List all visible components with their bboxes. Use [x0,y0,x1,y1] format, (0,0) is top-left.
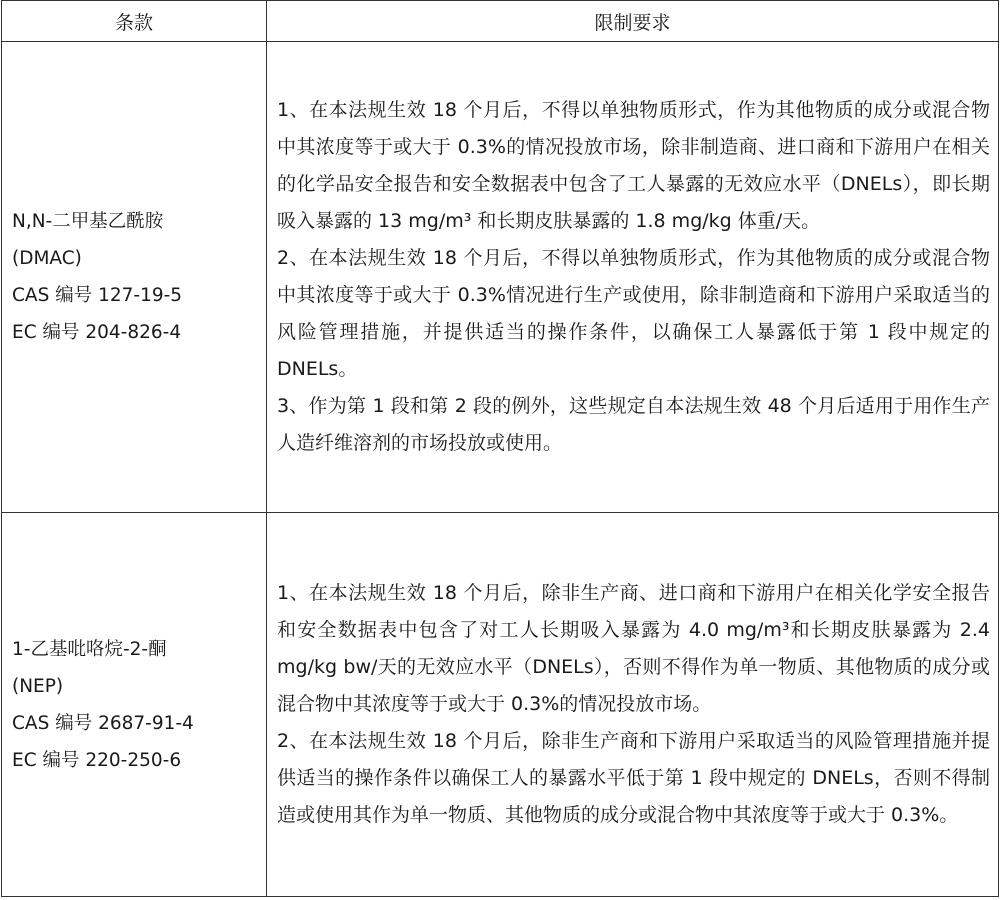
cas-number: CAS 编号 2687-91-4 [12,712,194,734]
ec-number: EC 编号 220-250-6 [12,749,182,771]
table-header-row [2,1,999,42]
substance-abbreviation: (DMAC) [12,248,82,270]
requirement-cell-nep [267,513,999,897]
table-row [2,42,999,513]
clause-cell-dmac [2,42,267,513]
header-requirement: 限制要求 [267,1,999,42]
requirement-paragraph: 1、在本法规生效 18 个月后，不得以单独物质形式，作为其他物质的成分或混合物中其浓度等于或大于 0.3%的情况投放市场，除非制造商、进口商和下游用户在相关的化学品安全报告和安全数据表中包含了工人暴露的无效应水平（DNELs），即长期吸入暴露的 13 mg/m³ 和长期皮肤暴露的 1.8 mg/kg 体重/天。 [277,99,990,233]
table-row [2,513,999,897]
requirement-paragraph: 2、在本法规生效 18 个月后，不得以单独物质形式，作为其他物质的成分或混合物中其浓度等于或大于 0.3%情况进行生产或使用，除非制造商和下游用户采取适当的风险管理措施，并提供适当的操作条件，以确保工人暴露低于第 1 段中规定的 DNELs。 [277,247,990,381]
requirement-paragraph: 2、在本法规生效 18 个月后，除非生产商和下游用户采取适当的风险管理措施并提供适当的操作条件以确保工人的暴露水平低于第 1 段中规定的 DNELs，否则不得制造或使用其作为单一物质、其他物质的成分或混合物中其浓度等于或大于 0.3%。 [277,730,990,827]
substance-name: 1-乙基吡咯烷-2-酮 [12,638,167,660]
cas-number: CAS 编号 127-19-5 [12,285,183,307]
substance-name: N,N-二甲基乙酰胺 [12,211,164,233]
clause-cell-nep [2,513,267,897]
header-clause: 条款 [2,1,267,42]
ec-number: EC 编号 204-826-4 [12,322,182,344]
requirement-paragraph: 1、在本法规生效 18 个月后，除非生产商、进口商和下游用户在相关化学安全报告和安全数据表中包含了对工人长期吸入暴露为 4.0 mg/m³和长期皮肤暴露为 2.4 mg/kg bw/天的无效应水平（DNELs），否则不得作为单一物质、其他物质的成分或混合物中其浓度等于或大于 0.3%的情况投放市场。 [277,582,990,716]
requirement-cell-dmac [267,42,999,513]
restriction-table [1,0,999,897]
requirement-paragraph: 3、作为第 1 段和第 2 段的例外，这些规定自本法规生效 48 个月后适用于用作生产人造纤维溶剂的市场投放或使用。 [277,395,990,455]
substance-abbreviation: (NEP) [12,675,64,697]
